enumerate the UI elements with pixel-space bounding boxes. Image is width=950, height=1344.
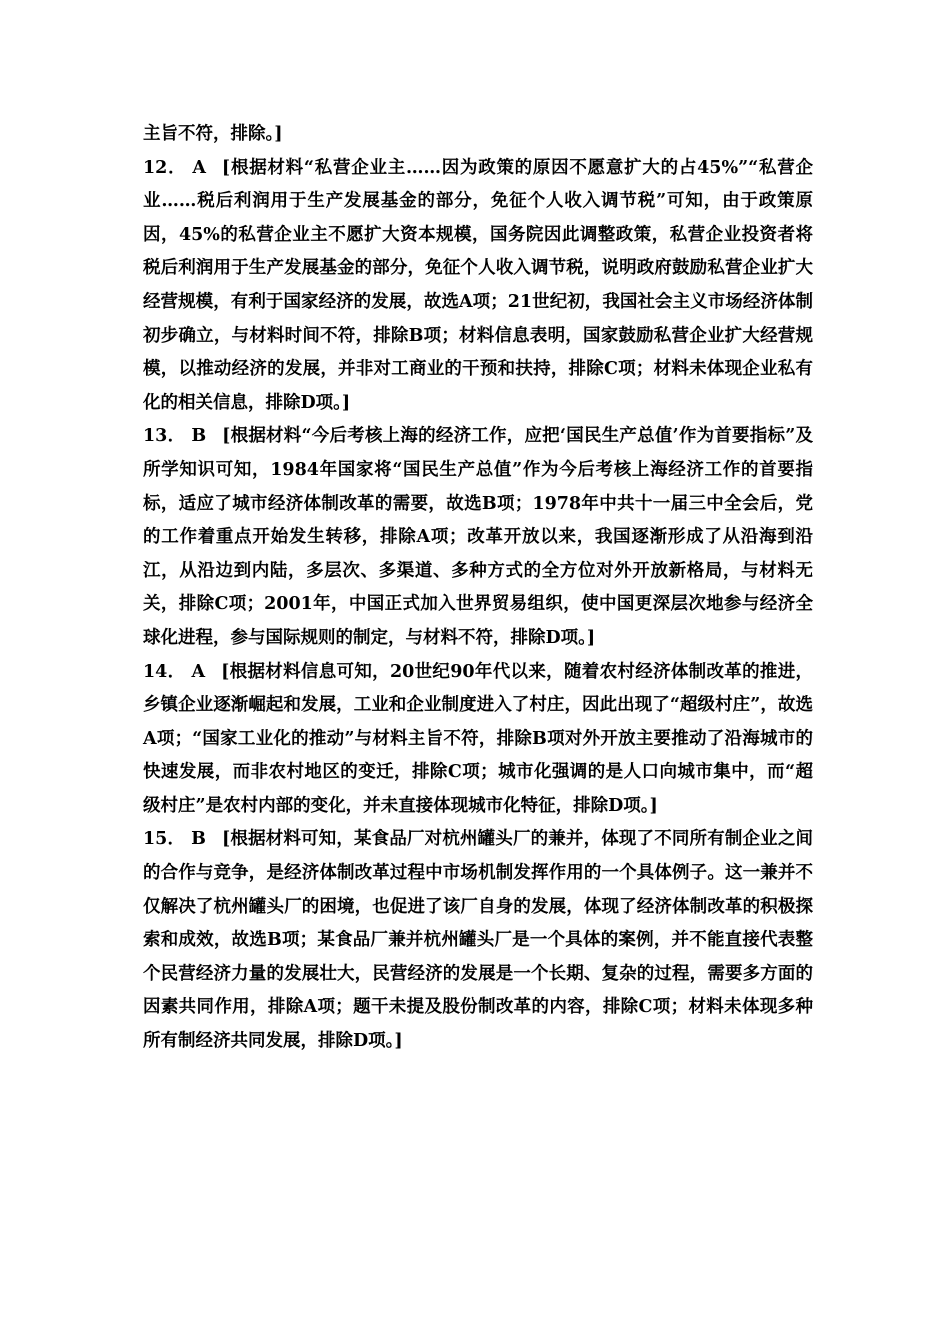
- item-number: 15．: [143, 829, 186, 850]
- answer-item-15: [143, 823, 813, 1058]
- answer-item-12: [143, 152, 813, 421]
- item-explanation: [根据材料“私营企业主……因为政策的原因不愿意扩大的占45%”“私营企业……税后利润用于生产发展基金的部分，免征个人收入调节税”可知，由于政策原因，45%的私营企业主不愿扩大资本规模，国务院因此调整政策，私营企业投资者将税后利润用于生产发展基金的部分，免征个人收入调节税，说明政府鼓励私营企业扩大经营规模，有利于国家经济的发展，故选A项；21世纪初，我国社会主义市场经济体制初步确立，与材料时间不符，排除B项；材料信息表明，国家鼓励私营企业扩大经营规模，以推动经济的发展，并非对工商业的干预和扶持，排除C项；材料未体现企业私有化的相关信息，排除D项。]: [143, 157, 813, 413]
- item-number: 13．: [143, 426, 186, 447]
- item-explanation: [根据材料“今后考核上海的经济工作，应把‘国民生产总值’作为首要指标”及所学知识可知，1984年国家将“国民生产总值”作为今后考核上海经济工作的首要指标，适应了城市经济体制改革的需要，故选B项；1978年中共十一届三中全会后，党的工作着重点开始发生转移，排除A项；改革开放以来，我国逐渐形成了从沿海到沿江，从沿边到内陆，多层次、多渠道、多种方式的全方位对外开放新格局，与材料无关，排除C项；2001年，中国正式加入世界贸易组织，使中国更深层次地参与经济全球化进程，参与国际规则的制定，与材料不符，排除D项。]: [143, 426, 813, 648]
- answer-item-14: [143, 656, 813, 824]
- item-answer: A: [192, 157, 206, 178]
- item-answer: B: [191, 426, 207, 447]
- item-answer: B: [191, 829, 206, 850]
- item-answer: A: [191, 661, 206, 682]
- answer-item-13: [143, 420, 813, 655]
- item-number: 14．: [143, 661, 186, 682]
- answer-explanations: [143, 118, 813, 1059]
- item-explanation: [根据材料可知，某食品厂对杭州罐头厂的兼并，体现了不同所有制企业之间的合作与竞争，是经济体制改革过程中市场机制发挥作用的一个具体例子。这一兼并不仅解决了杭州罐头厂的困境，也促进了该厂自身的发展，体现了经济体制改革的积极探索和成效，故选B项；某食品厂兼并杭州罐头厂是一个具体的案例，并不能直接代表整个民营经济力量的发展壮大，民营经济的发展是一个长期、复杂的过程，需要多方面的因素共同作用，排除A项；题干未提及股份制改革的内容，排除C项；材料未体现多种所有制经济共同发展，排除D项。]: [143, 829, 813, 1052]
- item-number: 12．: [143, 157, 187, 178]
- item-explanation: [根据材料信息可知，20世纪90年代以来，随着农村经济体制改革的推进，乡镇企业逐渐崛起和发展，工业和企业制度进入了村庄，因此出现了“超级村庄”，故选A项；“国家工业化的推动”与材料主旨不符，排除B项对外开放主要推动了沿海城市的快速发展，而非农村地区的变迁，排除C项；城市化强调的是人口向城市集中，而“超级村庄”是农村内部的变化，并未直接体现城市化特征，排除D项。]: [143, 661, 814, 816]
- continuation-text: 主旨不符，排除。]: [143, 124, 283, 144]
